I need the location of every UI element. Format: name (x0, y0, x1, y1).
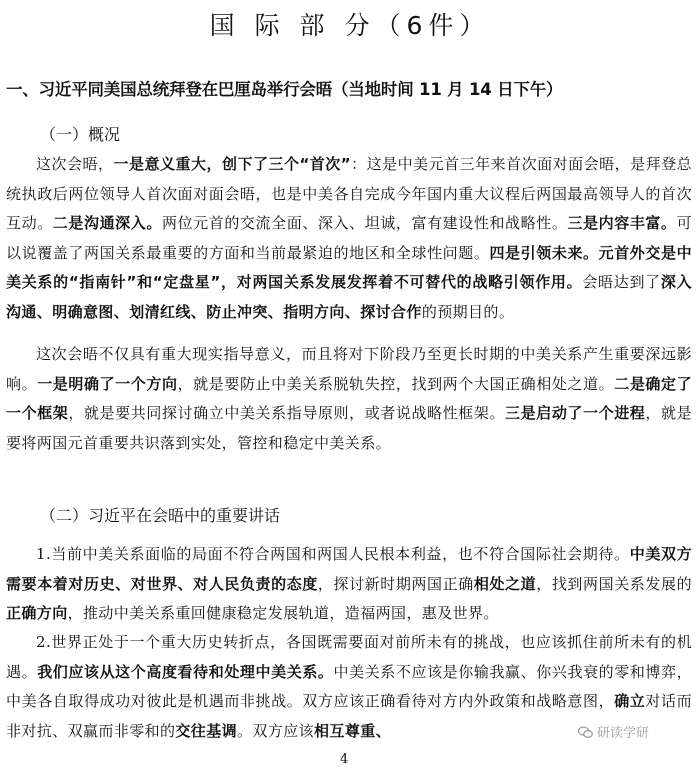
bold-run: 交往基调 (175, 721, 238, 740)
page-title: 国 际 部 分（6件） (209, 11, 491, 40)
text-run: 这次会晤不仅具有重大现实指导意义，而且将对下阶段乃至更长时期的中美关系产生重要深远影响。 (6, 345, 692, 393)
text-run: 2.世界正处于一个重大历史转折点，各国既需要面对前所未有的挑战，也应该抓住前所未有的机遇。 (6, 633, 692, 681)
text-run: ，探讨新时期两国正确 (317, 574, 474, 593)
text-run: ，就是要将两国元首重要共识落到实处，管控和稳定中美关系。 (6, 404, 692, 452)
text-run: 对话而非对抗、双赢而非零和的 (6, 692, 692, 740)
text-run: 两位元首的交流全面、深入、坦诚，富有建设性和战略性。 (161, 214, 568, 232)
overview-paragraph-2 (6, 340, 692, 458)
watermark-text: 研读学研 (597, 726, 650, 741)
bold-run: 相互尊重、 (314, 721, 392, 740)
bold-run: 二是确定了一个框架 (6, 374, 692, 422)
text-run: 1.当前中美关系面临的局面不符合两国和两国人民根本利益，也不符合国际社会期待。 (36, 545, 630, 563)
text-run: 的预期目的。 (421, 302, 515, 321)
subsection-heading-speech: （二）习近平在会晤中的重要讲话 (40, 506, 281, 525)
bold-run: 一是明确了一个方向 (37, 374, 178, 393)
text-run: ，就是要共同探讨确立中美关系指导原则，或者说战略性框架。 (68, 404, 506, 422)
bold-run: 一是意义重大，创下了三个“首次” (113, 155, 352, 173)
text-run: ，推动中美关系重回健康稳定发展轨道，造福两国，惠及世界。 (67, 604, 499, 622)
bold-run: 三是内容丰富。 (567, 214, 677, 232)
wechat-icon (578, 726, 593, 739)
text-run: 。双方应该 (237, 721, 315, 740)
text-run: 会晤达到了 (582, 273, 661, 291)
bold-run: 中美双方需要本着对历史、对世界、对人民负责的态度 (6, 545, 692, 593)
text-run: ，就是要防止中美关系脱轨失控，找到两个大国正确相处之道。 (177, 374, 615, 393)
bold-run: 我们应该从这个高度看待和处理中美关系。 (37, 662, 334, 681)
bold-run: 二是沟通深入。 (52, 214, 162, 232)
text-run: 这次会晤， (36, 155, 114, 173)
bold-run: 三是启动了一个进程 (505, 404, 646, 422)
bold-run: 深入沟通、明确意图、划清红线、防止冲突、指明方向、探讨合作 (6, 273, 692, 321)
text-run: 可以说覆盖了两国关系最重要的方面和当前最紧迫的地区和全球性问题。 (6, 214, 693, 262)
wechat-watermark (578, 722, 649, 741)
text-run: ，找到两国关系发展的 (536, 574, 692, 593)
bold-run: 确立 (614, 692, 646, 710)
section-heading-1: 一、习近平同美国总统拜登在巴厘岛举行会晤（当地时间 11 月 14 日下午） (6, 80, 563, 99)
bold-run: 正确方向 (6, 604, 68, 622)
bold-run: 相处之道 (473, 574, 537, 593)
text-run: ：这是中美元首三年来首次面对面会晤，是拜登总统执政后两位领导人首次面对面会晤，也是中美各自完成今年国内重大议程后两国最高领导人的首次互动。 (6, 155, 692, 232)
overview-paragraph-1 (6, 150, 692, 327)
page-number: 4 (340, 752, 349, 767)
subsection-heading-overview: （一）概况 (40, 125, 121, 144)
text-run: 中美关系不应该是你输我赢、你兴我衰的零和博弈，中美各自取得成功对彼此是机遇而非挑战。双方应该正确看待对方内外政策和战略意图， (6, 662, 692, 710)
bold-run: 四是引领未来。元首外交是中美关系的“指南针”和“定盘星”，对两国关系发展发挥着不可替代的战略引领作用。 (6, 243, 692, 291)
speech-paragraph-1 (6, 540, 692, 629)
